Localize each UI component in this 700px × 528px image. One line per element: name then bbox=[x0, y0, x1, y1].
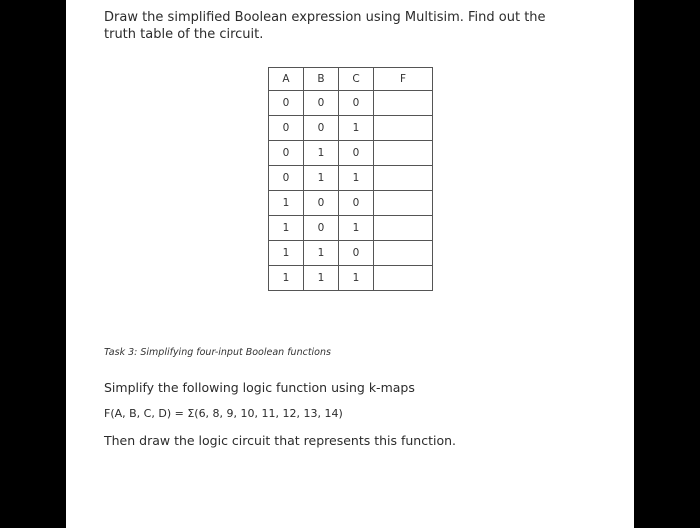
cell-f bbox=[374, 191, 433, 216]
header-b: B bbox=[304, 68, 339, 91]
cell-f bbox=[374, 266, 433, 291]
cell-a: 1 bbox=[269, 266, 304, 291]
header-f: F bbox=[374, 68, 433, 91]
cell-b: 1 bbox=[304, 166, 339, 191]
cell-a: 1 bbox=[269, 241, 304, 266]
table-row bbox=[269, 141, 433, 166]
cell-a: 1 bbox=[269, 191, 304, 216]
task-followup: Then draw the logic circuit that represents this function. bbox=[104, 433, 457, 448]
cell-c: 0 bbox=[339, 241, 374, 266]
truth-table bbox=[268, 67, 433, 291]
cell-a: 0 bbox=[269, 166, 304, 191]
cell-a: 1 bbox=[269, 216, 304, 241]
truth-table-header-row bbox=[269, 68, 433, 91]
boolean-function: F(A, B, C, D) = Σ(6, 8, 9, 10, 11, 12, 13, 14) bbox=[104, 407, 343, 420]
instructions-text bbox=[104, 9, 624, 43]
cell-c: 0 bbox=[339, 141, 374, 166]
cell-b: 0 bbox=[304, 191, 339, 216]
instructions-line-2: truth table of the circuit. bbox=[104, 27, 264, 42]
cell-c: 1 bbox=[339, 216, 374, 241]
cell-b: 1 bbox=[304, 141, 339, 166]
cell-f bbox=[374, 91, 433, 116]
task-caption: Task 3: Simplifying four-input Boolean functions bbox=[104, 347, 331, 358]
cell-f bbox=[374, 241, 433, 266]
cell-c: 1 bbox=[339, 116, 374, 141]
cell-f bbox=[374, 141, 433, 166]
cell-b: 1 bbox=[304, 266, 339, 291]
cell-c: 0 bbox=[339, 91, 374, 116]
cell-c: 1 bbox=[339, 266, 374, 291]
cell-a: 0 bbox=[269, 91, 304, 116]
cell-f bbox=[374, 216, 433, 241]
cell-a: 0 bbox=[269, 116, 304, 141]
cell-c: 0 bbox=[339, 191, 374, 216]
cell-f bbox=[374, 116, 433, 141]
instructions-line-1: Draw the simplified Boolean expression using Multisim. Find out the bbox=[104, 10, 546, 25]
table-row bbox=[269, 191, 433, 216]
cell-b: 0 bbox=[304, 116, 339, 141]
cell-b: 0 bbox=[304, 91, 339, 116]
table-row bbox=[269, 241, 433, 266]
header-c: C bbox=[339, 68, 374, 91]
cell-c: 1 bbox=[339, 166, 374, 191]
cell-b: 1 bbox=[304, 241, 339, 266]
table-row bbox=[269, 166, 433, 191]
table-row bbox=[269, 116, 433, 141]
task-instruction: Simplify the following logic function using k-maps bbox=[104, 380, 415, 395]
header-a: A bbox=[269, 68, 304, 91]
table-row bbox=[269, 266, 433, 291]
table-row bbox=[269, 91, 433, 116]
cell-a: 0 bbox=[269, 141, 304, 166]
table-row bbox=[269, 216, 433, 241]
document-page bbox=[66, 0, 634, 528]
cell-b: 0 bbox=[304, 216, 339, 241]
cell-f bbox=[374, 166, 433, 191]
